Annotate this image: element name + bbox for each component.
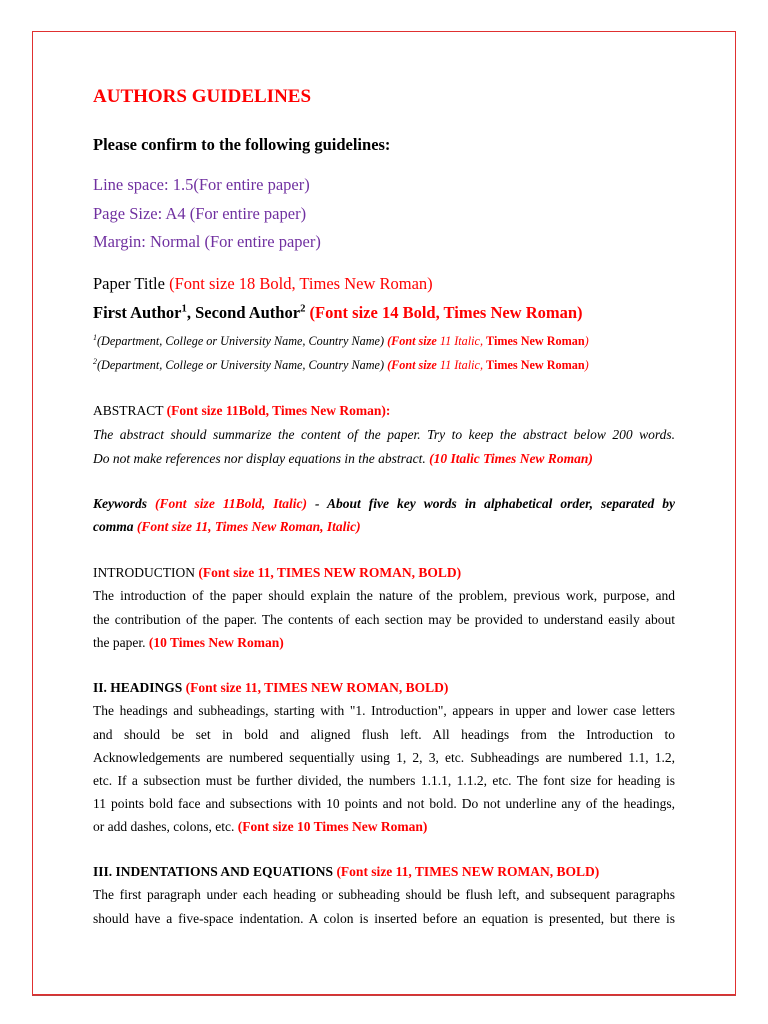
abstract-line-2-text: Do not make references nor display equations in the abstract. bbox=[93, 451, 430, 466]
headings-line-5: 11 points bold face and subsections with 10 points and not bold. Do not underline any of the headings, bbox=[93, 796, 675, 811]
affiliation-2 bbox=[93, 358, 589, 373]
affiliation-1 bbox=[93, 334, 589, 349]
introduction-heading: INTRODUCTION bbox=[93, 565, 199, 580]
introduction-heading-line bbox=[93, 565, 461, 581]
setting-margin: Margin: Normal (For entire paper) bbox=[93, 232, 321, 251]
affiliation-1-text: (Department, College or University Name, Country Name) bbox=[96, 334, 388, 348]
keywords-text-2-note: (Font size 11, Times New Roman, Italic) bbox=[136, 519, 361, 534]
indentations-heading-line bbox=[93, 864, 599, 880]
indentations-heading-note: (Font size 11, TIMES NEW ROMAN, BOLD) bbox=[336, 864, 600, 879]
keywords-label: Keywords bbox=[93, 496, 156, 511]
affiliation-2-sup: 2 bbox=[93, 356, 97, 366]
setting-line-space: Line space: 1.5(For entire paper) bbox=[93, 175, 310, 194]
headings-heading-line bbox=[93, 680, 448, 696]
introduction-line-2: the contribution of the paper. The contents of each section may be provided to understand easily about bbox=[93, 612, 675, 627]
indentations-heading: III. INDENTATIONS AND EQUATIONS bbox=[93, 864, 337, 879]
keywords-line-1 bbox=[93, 496, 675, 512]
abstract-line-1: The abstract should summarize the content of the paper. Try to keep the abstract below 200 words. bbox=[93, 427, 675, 442]
headings-last-note: (Font size 10 Times New Roman) bbox=[237, 819, 428, 834]
introduction-heading-note: (Font size 11, TIMES NEW ROMAN, BOLD) bbox=[198, 565, 462, 580]
first-author: First Author bbox=[93, 303, 182, 322]
first-author-sup: 1 bbox=[181, 302, 187, 315]
abstract-heading-line bbox=[93, 403, 390, 419]
abstract-heading: ABSTRACT bbox=[93, 403, 167, 418]
affiliation-2-note-c: Times New Roman bbox=[486, 358, 585, 372]
paper-title-label: Paper Title bbox=[93, 274, 170, 293]
second-author-sup: 2 bbox=[300, 302, 306, 315]
confirm-heading: Please confirm to the following guidelines: bbox=[93, 135, 391, 154]
introduction-line-3-text: the paper. bbox=[93, 635, 149, 650]
second-author: Second Author bbox=[195, 303, 301, 322]
abstract-line-2 bbox=[93, 451, 593, 467]
affiliation-2-text: (Department, College or University Name, Country Name) bbox=[96, 358, 388, 372]
authors-line bbox=[93, 303, 583, 323]
abstract-heading-note: (Font size 11Bold, Times New Roman): bbox=[166, 403, 391, 418]
page-border-shadow bbox=[32, 995, 736, 997]
headings-heading-note: (Font size 11, TIMES NEW ROMAN, BOLD) bbox=[185, 680, 449, 695]
introduction-line-1: The introduction of the paper should explain the nature of the problem, previous work, purpose, and bbox=[93, 588, 675, 603]
headings-line-2: and should be set in bold and aligned flush left. All headings from the Introduction to bbox=[93, 727, 675, 742]
headings-heading: II. HEADINGS bbox=[93, 680, 186, 695]
keywords-text-2: comma bbox=[93, 519, 137, 534]
author-separator: , bbox=[186, 303, 196, 322]
page-title: AUTHORS GUIDELINES bbox=[93, 86, 312, 107]
affiliation-1-note-c: Times New Roman bbox=[486, 334, 585, 348]
paper-title-note: (Font size 18 Bold, Times New Roman) bbox=[169, 274, 433, 293]
headings-line-1: The headings and subheadings, starting with "1. Introduction", appears in upper and lower case letters bbox=[93, 703, 675, 718]
headings-last-text: or add dashes, colons, etc. bbox=[93, 819, 238, 834]
indentations-line-2: should have a five-space indentation. A colon is inserted before an equation is presented, but there is bbox=[93, 911, 675, 926]
keywords-line-2 bbox=[93, 519, 361, 535]
paper-title-line bbox=[93, 274, 433, 294]
headings-line-6 bbox=[93, 819, 427, 835]
affiliation-1-sup: 1 bbox=[93, 332, 97, 342]
affiliation-1-note-d: ) bbox=[584, 334, 589, 348]
headings-line-4: etc. If a subsection must be further divided, the numbers 1.1.1, 1.1.2, etc. The font size for heading is bbox=[93, 773, 675, 788]
headings-line-3: Acknowledgements are numbered sequentially using 1, 2, 3, etc. Subheadings are numbered 1.1, 1.2, bbox=[93, 750, 675, 765]
introduction-line-3 bbox=[93, 635, 284, 651]
authors-note: (Font size 14 Bold, Times New Roman) bbox=[305, 303, 583, 322]
affiliation-1-note-b: 11 Italic, bbox=[439, 334, 487, 348]
affiliation-2-note-d: ) bbox=[584, 358, 589, 372]
affiliation-1-note-a: (Font size bbox=[387, 334, 440, 348]
affiliation-2-note-b: 11 Italic, bbox=[439, 358, 487, 372]
keywords-label-note: (Font size 11Bold, Italic) bbox=[155, 496, 307, 511]
affiliation-2-note-a: (Font size bbox=[387, 358, 440, 372]
keywords-text-1: - About five key words in alphabetical order, separated by bbox=[306, 496, 676, 511]
indentations-line-1: The first paragraph under each heading or subheading should be flush left, and subsequent paragraphs bbox=[93, 887, 675, 902]
introduction-line-3-note: (10 Times New Roman) bbox=[148, 635, 284, 650]
abstract-line-2-note: (10 Italic Times New Roman) bbox=[429, 451, 593, 466]
setting-page-size: Page Size: A4 (For entire paper) bbox=[93, 204, 307, 223]
